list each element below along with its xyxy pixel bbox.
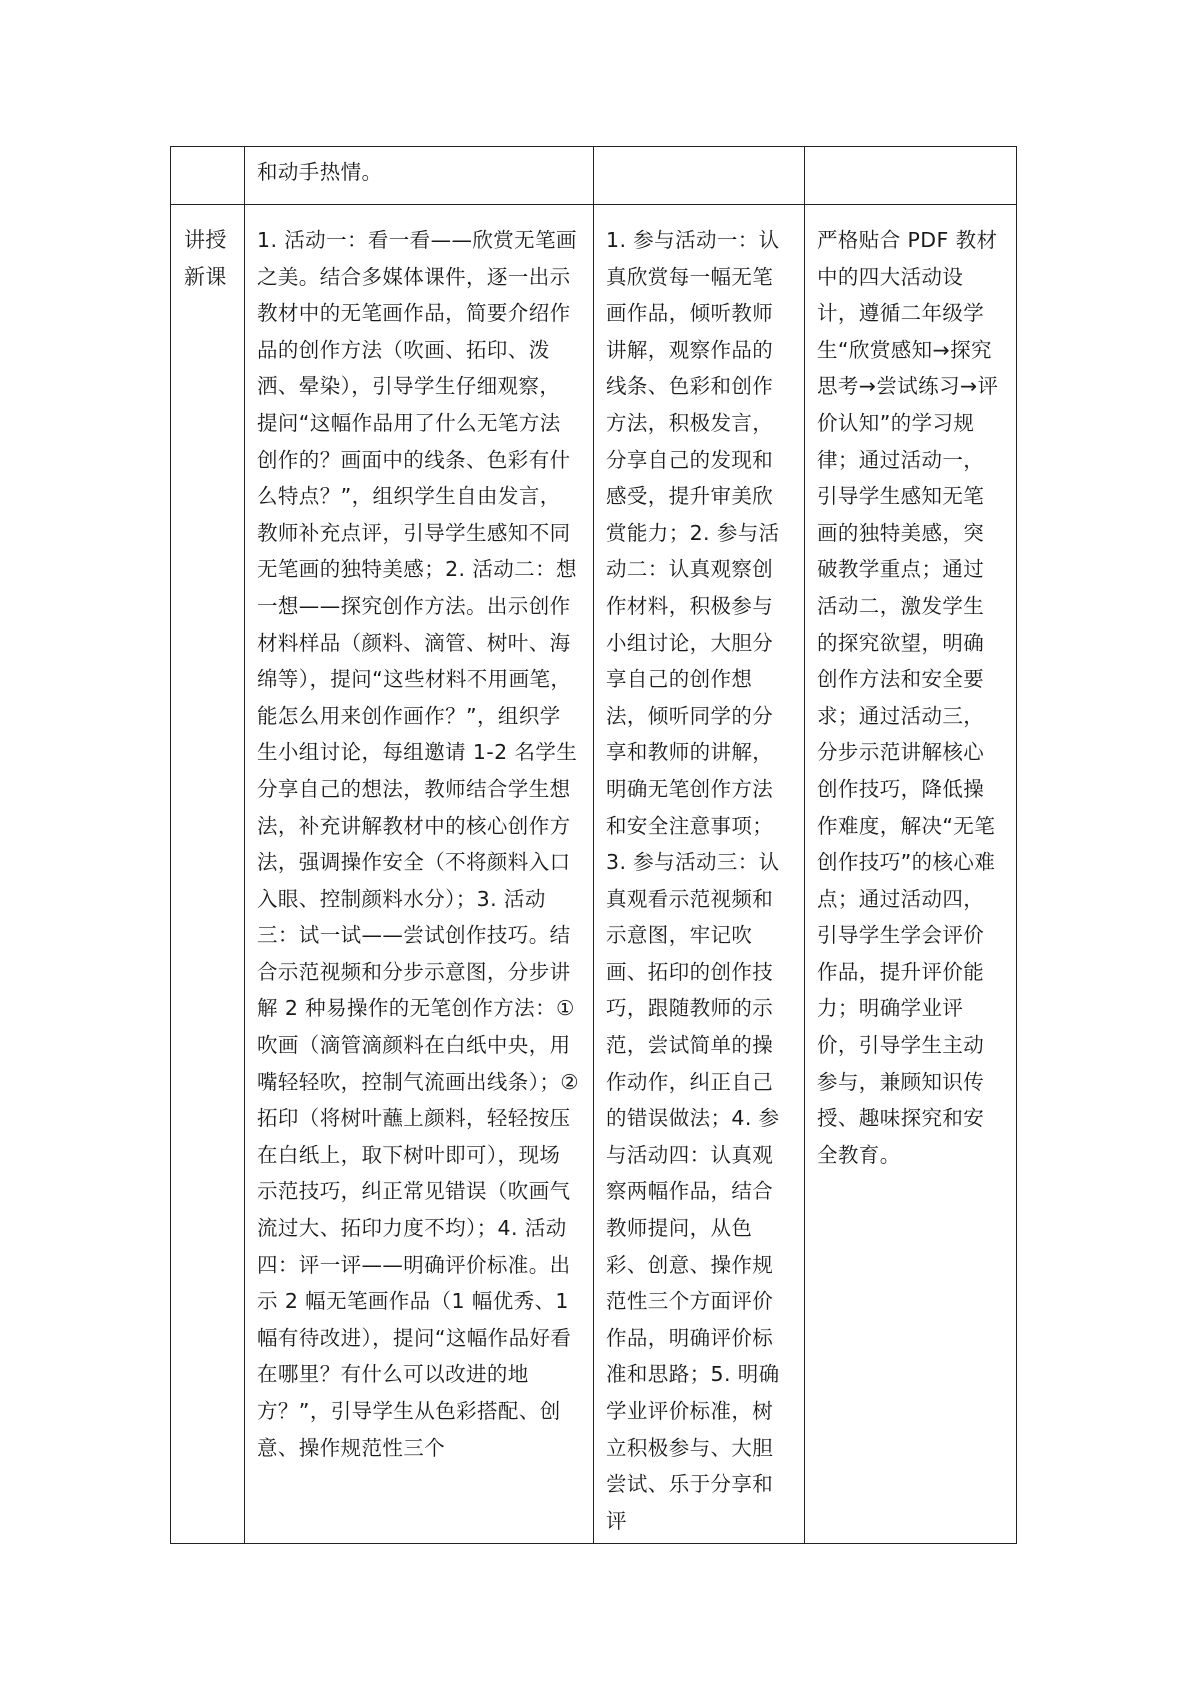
stage-label-cell xyxy=(171,205,245,1544)
stage-label-cell xyxy=(171,147,245,205)
student-activity-cell xyxy=(594,147,805,205)
table-row xyxy=(171,147,1017,205)
stage-label xyxy=(171,147,228,164)
teacher-activity-text: 1. 活动一：看一看——欣赏无笔画之美。结合多媒体课件，逐一出示教材中的无笔画作品，简要介绍作品的创作方法（吹画、拓印、泼洒、晕染），引导学生仔细观察，提问“这幅作品用了什么无笔方法创作的？画面中的线条、色彩有什么特点？”，组织学生自由发言，教师补充点评，引导学生感知不同无笔画的独特美感；2. 活动二：想一想——探究创作方法。出示创作材料样品（颜料、滴管、树叶、海绵等），提问“这些材料不用画笔，能怎么用来创作画作？”，组织学生小组讨论，每组邀请 1-2 名学生分享自己的想法，教师结合学生想法，补充讲解教材中的核心创作方法，强调操作安全（不将颜料入口入眼、控制颜料水分）；3. 活动三：试一试——尝试创作技巧。结合示范视频和分步示意图，分步讲解 2 种易操作的无笔创作方法：①吹画（滴管滴颜料在白纸中央，用嘴轻轻吹，控制气流画出线条）；②拓印（将树叶蘸上颜料，轻轻按压在白纸上，取下树叶即可），现场示范技巧，纠正常见错误（吹画气流过大、拓印力度不均）；4. 活动四：评一评——明确评价标准。出示 2 幅无笔画作品（1 幅优秀、1 幅有待改进），提问“这幅作品好看在哪里？有什么可以改进的地方？”，引导学生从色彩搭配、创意、操作规范性三个 xyxy=(257,228,580,1460)
teacher-activity-cell xyxy=(245,147,594,205)
student-activity-text: 1. 参与活动一：认真欣赏每一幅无笔画作品，倾听教师讲解，观察作品的线条、色彩和创作方法，积极发言，分享自己的发现和感受，提升审美欣赏能力；2. 参与活动二：认真观察创作材料，积极参与小组讨论，大胆分享自己的创作想法，倾听同学的分享和教师的讲解，明确无笔创作方法和安全注意事项；3. 参与活动三：认真观看示范视频和示意图，牢记吹画、拓印的创作技巧，跟随教师的示范，尝试简单的操作动作，纠正自己的错误做法；4. 参与活动四：认真观察两幅作品，结合教师提问，从色彩、创意、操作规范性三个方面评价作品，明确评价标准和思路；5. 明确学业评价标准，树立积极参与、大胆尝试、乐于分享和评 xyxy=(606,228,780,1533)
table-row xyxy=(171,205,1017,1544)
design-intent-text: 严格贴合 PDF 教材中的四大活动设计，遵循二年级学生“欣赏感知→探究思考→尝试练习→评价认知”的学习规律；通过活动一，引导学生感知无笔画的独特美感，突破教学重点；通过活动二，激发学生的探究欲望，明确创作方法和安全要求；通过活动三，分步示范讲解核心创作技巧，降低操作难度，解决“无笔创作技巧”的核心难点；通过活动四，引导学生学会评价作品，提升评价能力；明确学业评价，引导学生主动参与，兼顾知识传授、趣味探究和安全教育。 xyxy=(817,228,999,1167)
design-intent-cell xyxy=(805,205,1017,1544)
student-activity-text xyxy=(594,147,804,154)
design-intent-text xyxy=(805,147,1016,154)
student-activity-cell xyxy=(594,205,805,1544)
lesson-plan-table xyxy=(170,146,1017,1544)
stage-label: 讲授新课 xyxy=(184,228,227,289)
design-intent-cell xyxy=(805,147,1017,205)
teacher-activity-cell xyxy=(245,205,594,1544)
teacher-activity-text: 和动手热情。 xyxy=(257,160,383,184)
